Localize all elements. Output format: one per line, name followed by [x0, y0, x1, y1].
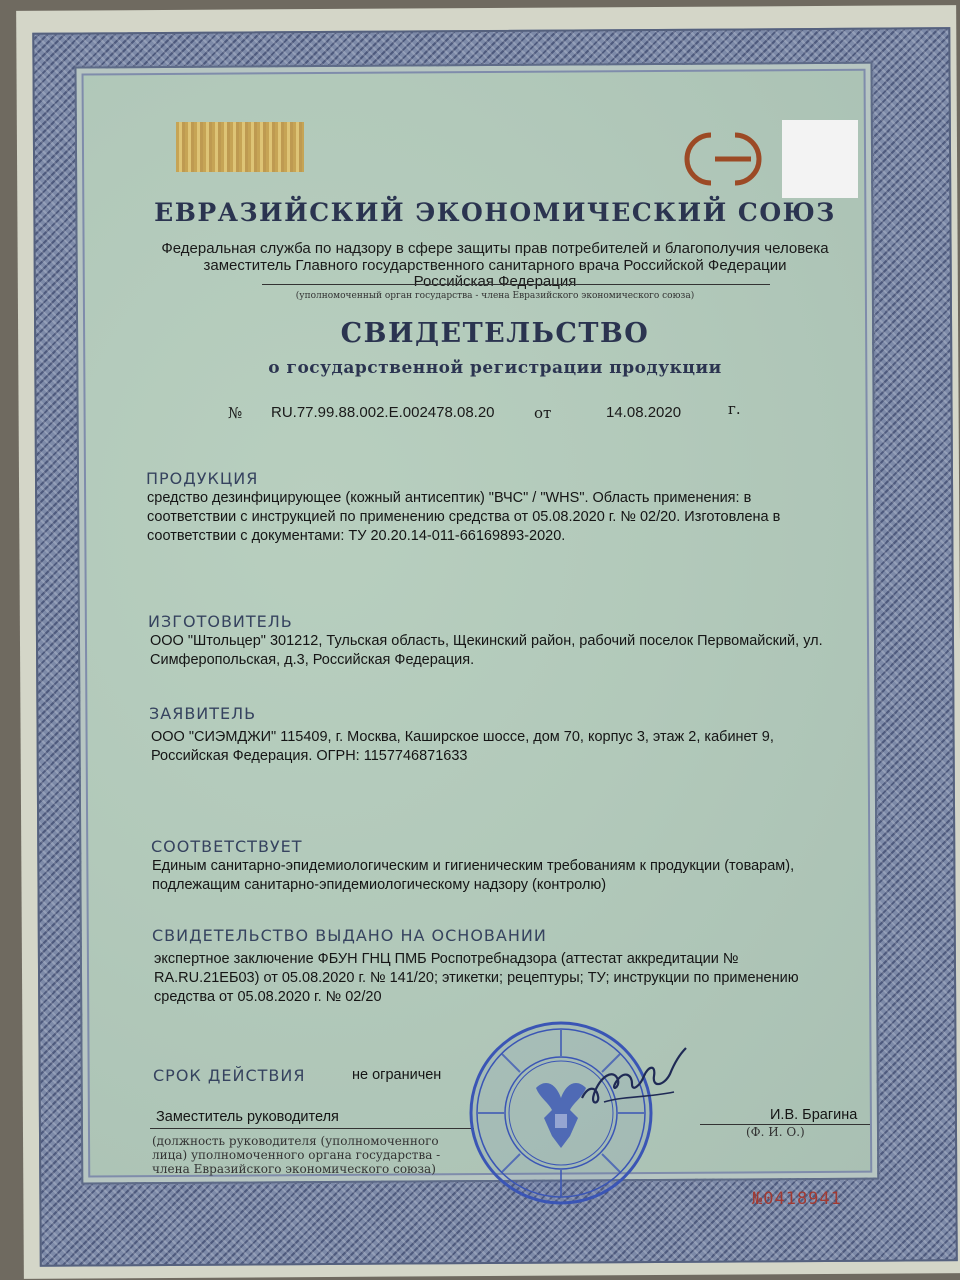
manufacturer-body [150, 632, 890, 670]
basis-line-2: RA.RU.21ЕБ03) от 05.08.2020 г. № 141/20; этикетки; рецептуры; ТУ; инструкции по применению [154, 970, 799, 986]
serial-number: №0418941 [752, 1189, 842, 1209]
org-line-1: Федеральная служба по надзору в сфере защиты прав потребителей и благополучия человека [161, 240, 829, 257]
conformity-line-1: Единым санитарно-эпидемиологическим и гигиеническим требованиям к продукции (товарам), [152, 858, 795, 874]
product-body [147, 489, 847, 546]
conformity-heading: СООТВЕТСТВУЕТ [151, 837, 303, 856]
certificate-number: RU.77.99.88.002.Е.002478.08.20 [271, 404, 495, 421]
basis-heading: СВИДЕТЕЛЬСТВО ВЫДАНО НА ОСНОВАНИИ [152, 926, 547, 945]
org-line-2: заместитель Главного государственного санитарного врача Российской Федерации [203, 257, 787, 274]
year-suffix: г. [728, 400, 741, 418]
validity-value: не ограничен [352, 1067, 442, 1083]
basis-line-1: экспертное заключение ФБУН ГНЦ ПМБ Роспотребнадзора (аттестат аккредитации № [154, 951, 739, 967]
org-caption: (уполномоченный орган государства - члена Евразийского экономического союза) [295, 291, 695, 301]
org-line-3: Российская Федерация [413, 273, 577, 290]
certificate-subtitle: о государственной регистрации продукции [268, 358, 722, 378]
basis-line-3: средства от 05.08.2020 г. № 02/20 [154, 989, 382, 1005]
conformity-line-2: подлежащим санитарно-эпидемиологическому надзору (контролю) [152, 877, 607, 893]
position-caption-line-2: лица) уполномоченного органа государства - [152, 1148, 441, 1162]
position-underline [150, 1128, 474, 1129]
manufacturer-heading: ИЗГОТОВИТЕЛЬ [148, 612, 293, 631]
basis-body [154, 950, 854, 1007]
product-line-1: средство дезинфицирующее (кожный антисептик) "ВЧС" / "WHS". Область применения: в [147, 490, 752, 506]
certificate-date: 14.08.2020 [606, 404, 682, 421]
product-heading: ПРОДУКЦИЯ [146, 469, 259, 488]
hologram-sticker [176, 122, 304, 172]
applicant-line-2: Российская Федерация. ОГРН: 1157746871633 [151, 748, 468, 764]
signatory-position: Заместитель руководителя [156, 1109, 339, 1125]
date-label: от [534, 404, 552, 422]
manufacturer-line-1: ООО "Штольцер" 301212, Тульская область, Щекинский район, рабочий поселок Первомайский, ул. [150, 633, 823, 649]
certificate-title: СВИДЕТЕЛЬСТВО [340, 318, 650, 349]
position-caption [152, 1134, 482, 1176]
ce-mark-icon [681, 127, 765, 191]
manufacturer-line-2: Симферопольская, д.3, Российская Федерация. [150, 652, 475, 668]
applicant-heading: ЗАЯВИТЕЛЬ [149, 704, 257, 723]
name-caption: (Ф. И. О.) [746, 1125, 805, 1139]
product-line-3: соответствии с документами: ТУ 20.20.14-011-66169893-2020. [147, 528, 566, 544]
number-label: № [228, 404, 243, 422]
conformity-body [152, 857, 892, 895]
union-title: ЕВРАЗИЙСКИЙ ЭКОНОМИЧЕСКИЙ СОЮЗ [154, 198, 836, 227]
blank-patch [782, 120, 858, 198]
product-line-2: соответствии с инструкцией по применению средства от 05.08.2020 г. № 02/20. Изготовлена в [147, 509, 781, 525]
validity-heading: СРОК ДЕЙСТВИЯ [153, 1066, 306, 1085]
position-caption-line-1: (должность руководителя (уполномоченного [152, 1134, 439, 1148]
applicant-line-1: ООО "СИЭМДЖИ" 115409, г. Москва, Каширское шоссе, дом 70, корпус 3, этаж 2, кабинет 9, [151, 729, 774, 745]
applicant-body [151, 728, 851, 766]
position-caption-line-3: члена Евразийского экономического союза) [152, 1162, 436, 1176]
signatory-name: И.В. Брагина [770, 1107, 858, 1123]
handwritten-signature [574, 1046, 690, 1116]
org-underline [262, 284, 770, 285]
